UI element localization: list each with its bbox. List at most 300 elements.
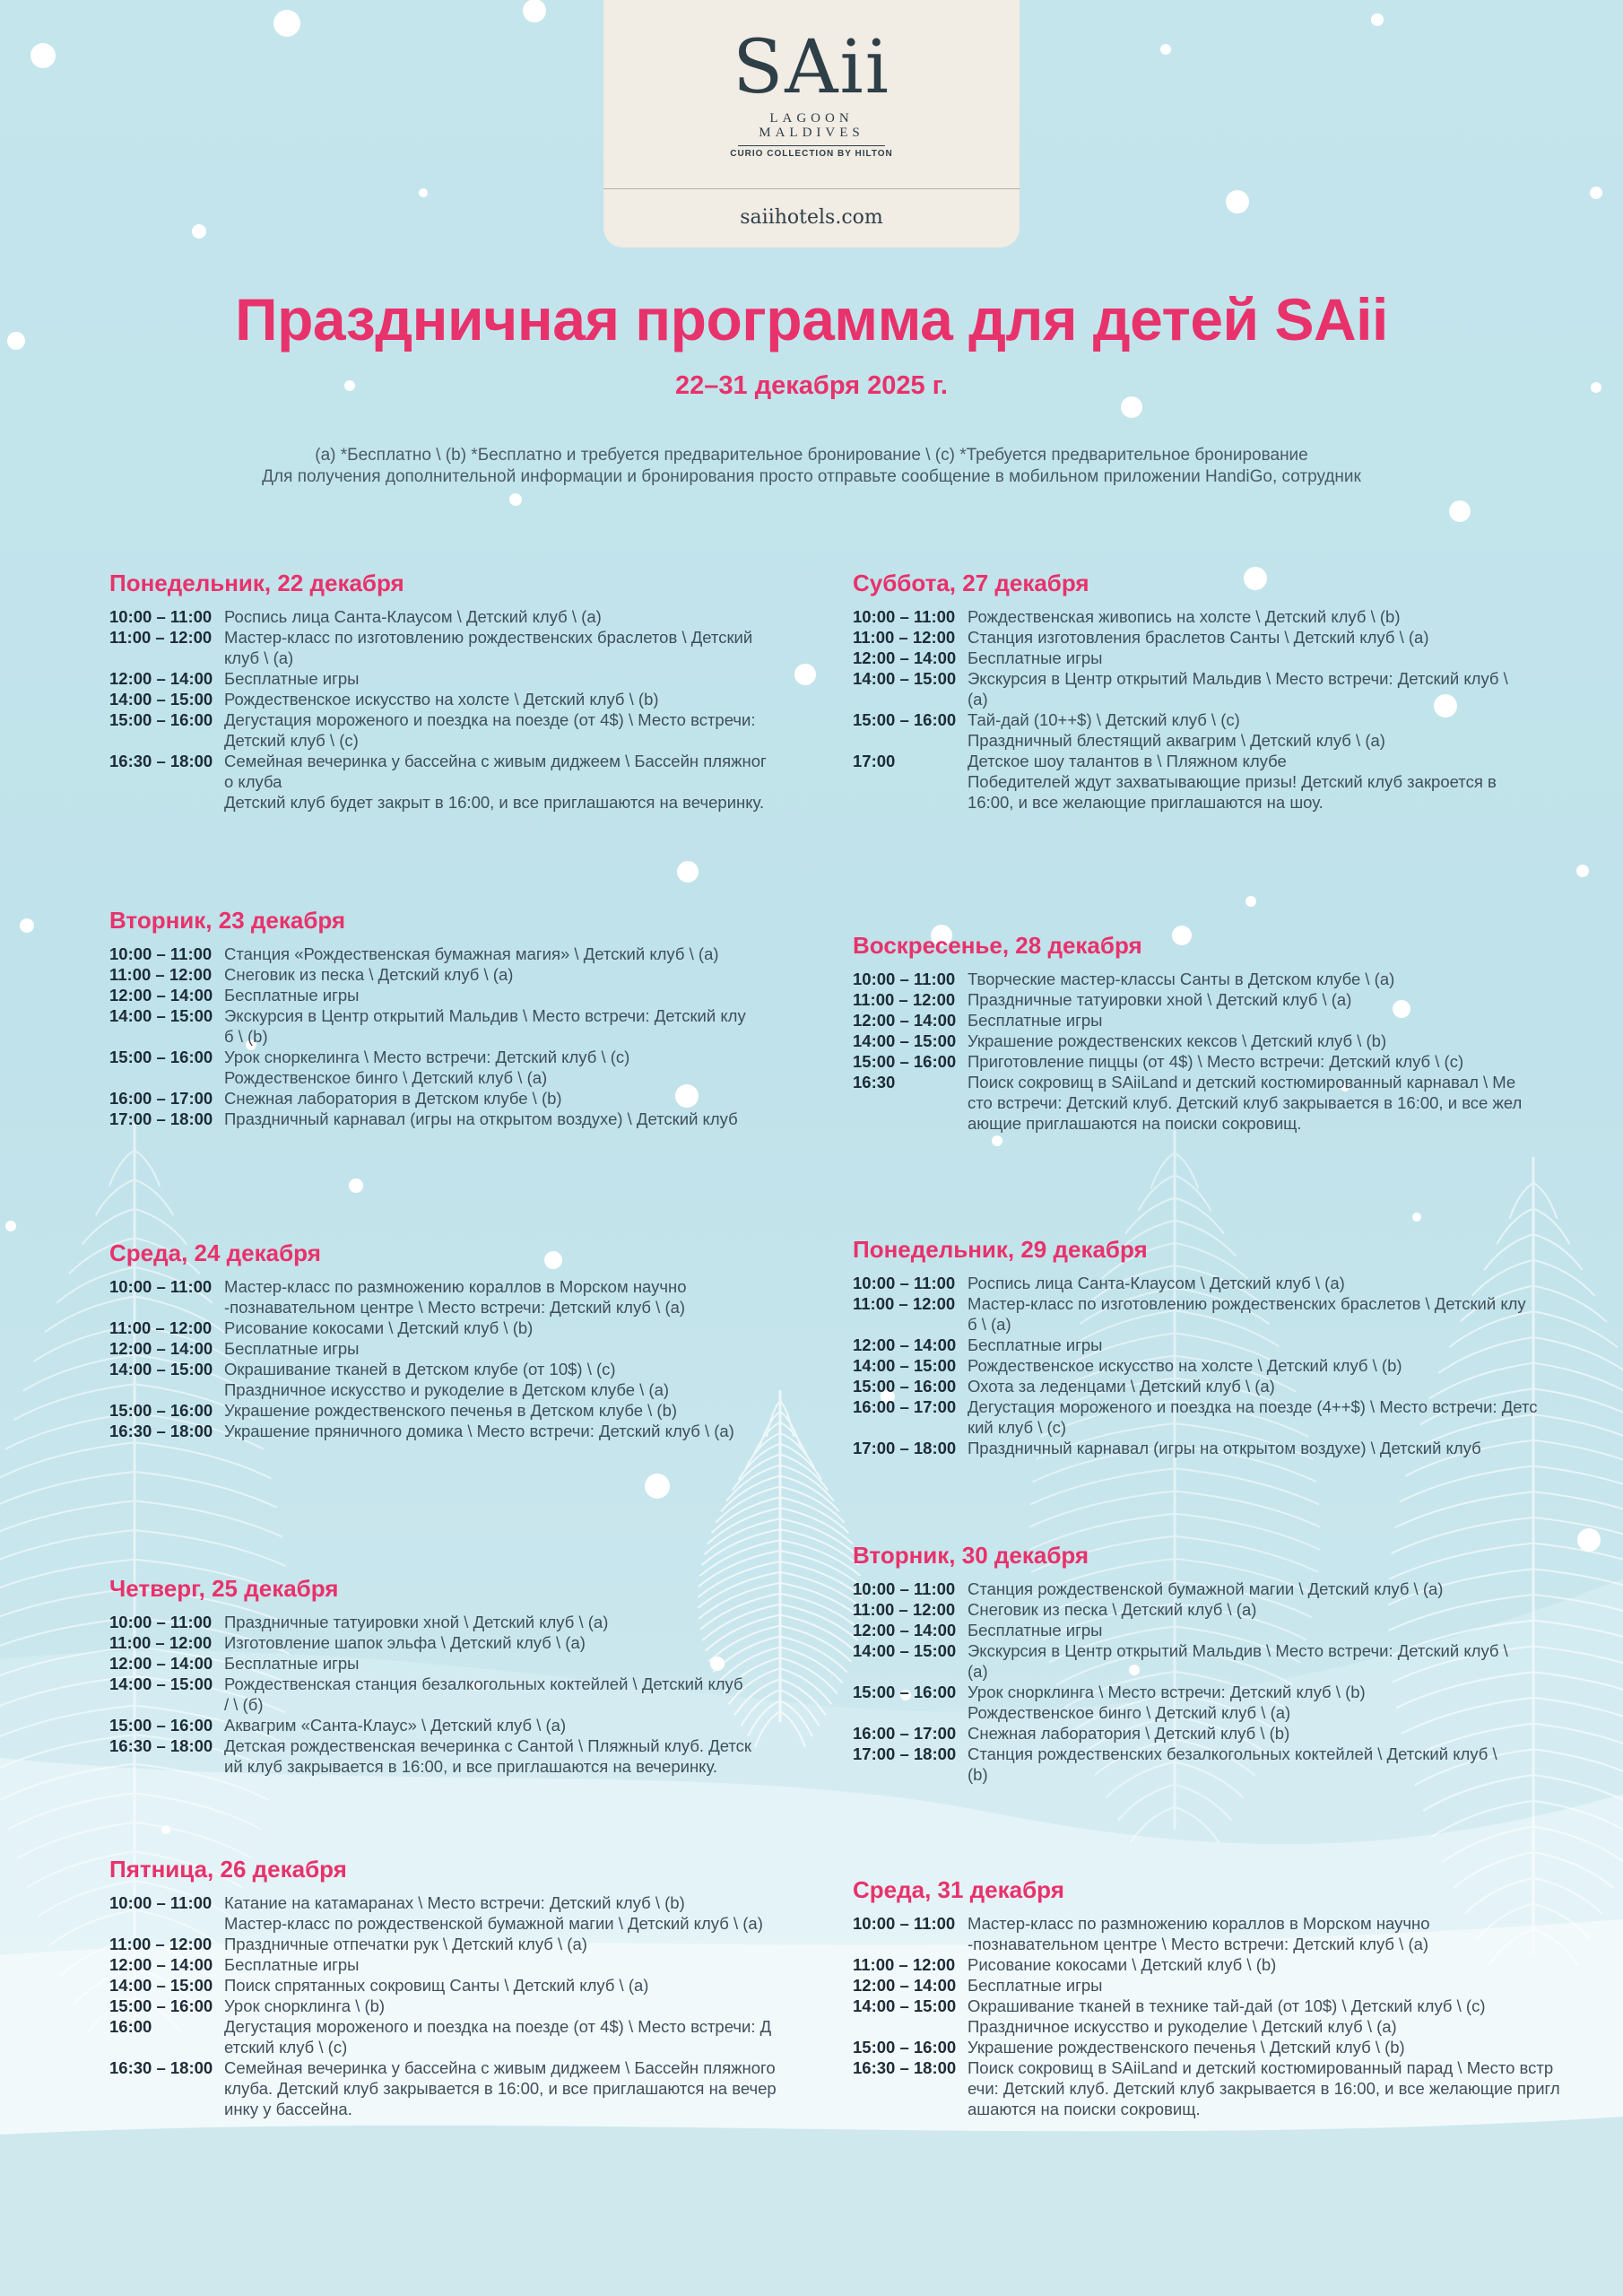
event-description xyxy=(224,1934,827,1954)
page-title: Праздничная программа для детей SAii xyxy=(235,286,1388,352)
snowflake xyxy=(1412,1213,1421,1222)
event-time: 10:00 – 11:00 xyxy=(109,607,213,626)
snowflake xyxy=(419,188,428,197)
event-row xyxy=(853,627,1570,648)
event-description xyxy=(224,689,827,709)
event-description-line: ающие приглашаются на поиски сокровищ. xyxy=(968,1114,1302,1133)
event-description-line: Праздничные отпечатки рук \ Детский клуб \ (a) xyxy=(224,1935,587,1953)
event-description-line: б \ (a) xyxy=(968,1315,1011,1334)
brand-location xyxy=(603,111,1020,140)
event-row xyxy=(853,668,1570,709)
event-time: 15:00 – 16:00 xyxy=(853,1052,957,1071)
event-row xyxy=(853,751,1570,813)
event-row xyxy=(109,1276,827,1318)
event-description-line: Праздничный блестящий аквагрим \ Детский клуб \ (a) xyxy=(968,731,1385,750)
event-row xyxy=(853,969,1570,989)
event-time: 15:00 – 16:00 xyxy=(109,1996,213,2015)
event-time: 15:00 – 16:00 xyxy=(853,2038,957,2057)
event-time: 11:00 – 12:00 xyxy=(109,965,213,984)
event-description-line: (b) xyxy=(968,1765,988,1784)
event-row xyxy=(853,1578,1570,1599)
event-description-line: Дегустация мороженого и поездка на поезде (от 4$) \ Место встречи: xyxy=(224,710,756,729)
event-description xyxy=(968,751,1570,813)
event-time: 16:30 xyxy=(853,1073,896,1091)
event-time: 16:30 – 18:00 xyxy=(109,2058,213,2077)
event-description xyxy=(224,1318,827,1338)
day-heading: Вторник, 23 декабря xyxy=(109,907,346,934)
event-row xyxy=(853,1355,1570,1376)
event-description xyxy=(224,1088,827,1109)
event-time: 12:00 – 14:00 xyxy=(853,1976,957,1995)
event-time: 15:00 – 16:00 xyxy=(109,1401,213,1420)
event-description xyxy=(968,648,1570,668)
event-description xyxy=(224,1975,827,1996)
event-row xyxy=(853,606,1570,627)
event-description-line: Бесплатные игры xyxy=(968,1011,1103,1030)
event-time: 12:00 – 14:00 xyxy=(109,986,213,1004)
day-schedule xyxy=(109,1239,827,1441)
event-description-line: инку у бассейна. xyxy=(224,2100,352,2118)
snowflake xyxy=(1226,190,1249,213)
event-description xyxy=(968,1640,1570,1682)
event-row xyxy=(109,985,827,1005)
snowflake xyxy=(1245,896,1256,907)
event-row xyxy=(109,964,827,985)
event-row xyxy=(853,1954,1570,1975)
event-description-line: Детская рождественская вечеринка с Сантой \ Пляжный клуб. Детск xyxy=(224,1736,752,1755)
event-time: 15:00 – 16:00 xyxy=(853,1683,957,1701)
event-description xyxy=(224,1612,827,1632)
event-description-line: Украшение пряничного домика \ Место встречи: Детский клуб \ (a) xyxy=(224,1422,734,1440)
event-row xyxy=(109,1892,827,1934)
event-description-line: Детское шоу талантов в \ Пляжном клубе xyxy=(968,752,1287,770)
event-time: 15:00 – 16:00 xyxy=(109,1048,213,1066)
event-description xyxy=(224,1109,827,1129)
event-description-line: Поиск сокровищ в SAiiLand и детский костюмированный карнавал \ Ме xyxy=(968,1073,1516,1091)
event-description xyxy=(224,985,827,1005)
event-row xyxy=(109,944,827,964)
day-schedule xyxy=(853,1235,1570,1458)
brand-location-line1: LAGOON xyxy=(769,111,854,126)
event-time: 14:00 – 15:00 xyxy=(853,669,957,688)
event-row xyxy=(853,1744,1570,1785)
event-description xyxy=(224,1400,827,1421)
event-description xyxy=(968,989,1570,1010)
event-time: 14:00 – 15:00 xyxy=(853,1031,957,1050)
event-description xyxy=(968,668,1570,709)
event-description-line: Дегустация мороженого и поездка на поезде (от 4$) \ Место встречи: Д xyxy=(224,2017,772,2036)
event-row xyxy=(853,1640,1570,1682)
event-time: 15:00 – 16:00 xyxy=(109,1716,213,1735)
event-row xyxy=(853,2037,1570,2057)
event-row xyxy=(109,1612,827,1632)
event-row xyxy=(853,1293,1570,1335)
event-time: 17:00 – 18:00 xyxy=(853,1744,957,1763)
event-description-line: Бесплатные игры xyxy=(968,1621,1103,1639)
event-description-line: Станция изготовления браслетов Санты \ Детский клуб \ (a) xyxy=(968,628,1429,647)
event-row xyxy=(109,1047,827,1088)
event-description-line: б \ (b) xyxy=(224,1027,268,1046)
snowflake xyxy=(677,861,699,883)
event-row xyxy=(853,648,1570,668)
event-time: 14:00 – 15:00 xyxy=(853,1641,957,1660)
day-heading: Среда, 24 декабря xyxy=(109,1239,321,1266)
event-description-line: Экскурсия в Центр открытий Мальдив \ Место встречи: Детский клуб \ xyxy=(968,669,1508,688)
event-description-line: Мастер-класс по изготовлению рождественских браслетов \ Детский клу xyxy=(968,1294,1526,1313)
event-description-line: Бесплатные игры xyxy=(224,669,360,688)
event-description-line: 16:00, и все желающие приглашаются на шоу. xyxy=(968,793,1324,812)
event-description-line: (a) xyxy=(968,1662,988,1681)
event-row xyxy=(109,1735,827,1777)
event-row xyxy=(853,1975,1570,1996)
event-description-line: Охота за леденцами \ Детский клуб \ (a) xyxy=(968,1377,1275,1396)
event-description xyxy=(968,1975,1570,1996)
event-description-line: Праздничные татуировки хной \ Детский клуб \ (a) xyxy=(224,1613,609,1631)
event-time: 11:00 – 12:00 xyxy=(109,1318,213,1337)
event-description-line: Семейная вечеринка у бассейна с живым диджеем \ Бассейн пляжног xyxy=(224,752,767,770)
day-heading: Четверг, 25 декабря xyxy=(109,1575,339,1602)
event-description-line: Праздничный карнавал (игры на открытом воздухе) \ Детский клуб xyxy=(968,1439,1481,1457)
event-description xyxy=(224,1421,827,1441)
snowflake xyxy=(1160,44,1171,55)
event-description-line: Урок снорклинга \ Место встречи: Детский клуб \ (b) xyxy=(968,1683,1366,1701)
event-time: 11:00 – 12:00 xyxy=(853,990,956,1009)
event-time: 12:00 – 14:00 xyxy=(853,1335,957,1354)
event-description-line: Дегустация мороженого и поездка на поезде (4++$) \ Место встречи: Детс xyxy=(968,1397,1538,1416)
event-time: 12:00 – 14:00 xyxy=(109,1654,213,1673)
date-range: 22–31 декабря 2025 г. xyxy=(675,371,948,400)
event-row xyxy=(109,1005,827,1047)
event-row xyxy=(109,1400,827,1421)
event-time: 17:00 xyxy=(853,752,896,770)
event-description xyxy=(968,1051,1570,1072)
snowflake xyxy=(273,10,300,37)
event-description xyxy=(968,1438,1570,1458)
brand-location-line2: MALDIVES xyxy=(759,126,864,140)
day-schedule xyxy=(853,931,1570,1134)
event-time: 15:00 – 16:00 xyxy=(109,710,213,729)
event-description-line: Бесплатные игры xyxy=(224,1955,360,1974)
event-row xyxy=(853,1273,1570,1293)
event-description xyxy=(968,1335,1570,1355)
event-description xyxy=(224,751,827,813)
event-description-line: етский клуб \ (c) xyxy=(224,2038,348,2057)
event-time: 14:00 – 15:00 xyxy=(853,1356,957,1375)
event-time: 14:00 – 15:00 xyxy=(109,690,213,709)
event-time: 10:00 – 11:00 xyxy=(109,944,213,963)
snowflake xyxy=(1576,865,1589,877)
event-description-line: Урок сноркелинга \ Место встречи: Детский клуб \ (c) xyxy=(224,1048,630,1066)
event-description-line: Бесплатные игры xyxy=(968,1976,1103,1995)
event-time: 10:00 – 11:00 xyxy=(853,1914,956,1933)
event-description-line: Рисование кокосами \ Детский клуб \ (b) xyxy=(224,1318,534,1337)
event-description-line: / \ (б) xyxy=(224,1695,264,1714)
event-time: 14:00 – 15:00 xyxy=(109,1674,213,1693)
event-description xyxy=(224,2016,827,2057)
event-row xyxy=(853,1682,1570,1723)
event-time: 10:00 – 11:00 xyxy=(109,1277,213,1296)
event-time: 17:00 – 18:00 xyxy=(109,1109,213,1128)
event-time: 16:00 – 17:00 xyxy=(853,1724,957,1743)
event-description-line: Мастер-класс по размножению кораллов в Морском научно xyxy=(224,1277,687,1296)
event-time: 10:00 – 11:00 xyxy=(853,607,956,626)
event-row xyxy=(109,2057,827,2119)
event-description-line: ий клуб закрывается в 16:00, и все приглашаются на вечеринку. xyxy=(224,1757,718,1776)
event-description-line: ечи: Детский клуб. Детский клуб закрывается в 16:00, и все желающие пригл xyxy=(968,2079,1560,2098)
event-time: 12:00 – 14:00 xyxy=(109,1339,213,1358)
event-description xyxy=(968,1355,1570,1376)
event-description xyxy=(224,1338,827,1359)
day-schedule xyxy=(109,569,827,813)
event-description-line: Экскурсия в Центр открытий Мальдив \ Место встречи: Детский клу xyxy=(224,1006,746,1025)
event-description xyxy=(224,627,827,668)
event-description-line: Бесплатные игры xyxy=(224,1339,360,1358)
event-time: 15:00 – 16:00 xyxy=(853,1377,957,1396)
event-row xyxy=(853,2057,1570,2119)
event-description xyxy=(968,2057,1570,2119)
booking-notes xyxy=(0,445,1623,488)
snowflake xyxy=(523,0,546,22)
event-description xyxy=(224,2057,827,2119)
event-time: 11:00 – 12:00 xyxy=(853,1294,956,1313)
event-description-line: Поиск спрятанных сокровищ Санты \ Детский клуб \ (a) xyxy=(224,1976,649,1995)
event-description-line: Станция рождественской бумажной магии \ Детский клуб \ (a) xyxy=(968,1579,1444,1598)
event-row xyxy=(109,1715,827,1735)
event-row xyxy=(109,689,827,709)
event-row xyxy=(109,627,827,668)
event-description xyxy=(224,1359,827,1400)
event-row xyxy=(853,1620,1570,1640)
event-time: 11:00 – 12:00 xyxy=(109,1633,213,1652)
event-description xyxy=(224,1674,827,1715)
event-description xyxy=(968,1913,1570,1954)
event-time: 16:00 – 17:00 xyxy=(853,1397,957,1416)
event-description-line: кий клуб \ (c) xyxy=(968,1418,1067,1437)
event-time: 12:00 – 14:00 xyxy=(853,1011,957,1030)
event-time: 10:00 – 11:00 xyxy=(853,970,956,988)
event-description xyxy=(968,1072,1570,1134)
event-description-line: Урок снорклинга \ (b) xyxy=(224,1996,386,2015)
event-time: 10:00 – 11:00 xyxy=(853,1274,956,1292)
event-description-line: Роспись лица Санта-Клаусом \ Детский клуб \ (a) xyxy=(224,607,602,626)
day-schedule xyxy=(853,1541,1570,1785)
event-description xyxy=(968,2037,1570,2057)
day-heading: Понедельник, 22 декабря xyxy=(109,570,404,596)
event-time: 15:00 – 16:00 xyxy=(853,710,957,729)
event-time: 16:30 – 18:00 xyxy=(109,1736,213,1755)
event-description-line: Снежная лаборатория \ Детский клуб \ (b) xyxy=(968,1724,1290,1743)
event-row xyxy=(109,606,827,627)
event-row xyxy=(109,1674,827,1715)
day-heading: Понедельник, 29 декабря xyxy=(853,1236,1148,1263)
day-heading: Суббота, 27 декабря xyxy=(853,570,1089,596)
event-row xyxy=(109,668,827,689)
event-row xyxy=(853,1438,1570,1458)
event-time: 11:00 – 12:00 xyxy=(109,1935,213,1953)
event-description xyxy=(968,1723,1570,1744)
event-row xyxy=(853,1376,1570,1396)
event-description-line: Детский клуб будет закрыт в 16:00, и все приглашаются на вечеринку. xyxy=(224,793,765,812)
event-row xyxy=(109,1996,827,2016)
logo-panel xyxy=(603,0,1020,248)
event-description-line: Бесплатные игры xyxy=(224,1654,360,1673)
event-row xyxy=(853,1051,1570,1072)
event-row xyxy=(109,1653,827,1674)
event-description-line: Окрашивание тканей в технике тай-дай (от 10$) \ Детский клуб \ (c) xyxy=(968,1996,1486,2015)
event-row xyxy=(109,1109,827,1129)
event-description-line: Рождественская станция безалкогольных коктейлей \ Детский клуб xyxy=(224,1674,743,1693)
event-description-line: Бесплатные игры xyxy=(224,986,360,1004)
event-description-line: Снеговик из песка \ Детский клуб \ (a) xyxy=(224,965,514,984)
snowflake xyxy=(509,493,522,506)
event-description xyxy=(968,1376,1570,1396)
event-description xyxy=(224,668,827,689)
legend-note: (a) *Бесплатно \ (b) *Бесплатно и требуется предварительное бронирование \ (c) *Требуется предварительное бронирование xyxy=(315,446,1308,465)
brand-collection: CURIO COLLECTION BY HILTON xyxy=(730,149,893,159)
day-schedule xyxy=(109,1574,827,1777)
event-time: 11:00 – 12:00 xyxy=(853,628,956,647)
event-description-line: Рождественское искусство на холсте \ Детский клуб \ (b) xyxy=(224,690,659,709)
snowflake xyxy=(20,918,34,933)
event-time: 12:00 – 14:00 xyxy=(109,669,213,688)
event-time: 12:00 – 14:00 xyxy=(109,1955,213,1974)
event-row xyxy=(109,1338,827,1359)
event-description xyxy=(968,1010,1570,1031)
event-row xyxy=(109,1632,827,1653)
event-description xyxy=(224,1047,827,1088)
event-row xyxy=(853,1031,1570,1051)
event-time: 16:00 – 17:00 xyxy=(109,1089,213,1108)
event-description-line: Экскурсия в Центр открытий Мальдив \ Место встречи: Детский клуб \ xyxy=(968,1641,1508,1660)
event-description-line: -познавательном центре \ Место встречи: Детский клуб \ (a) xyxy=(968,1935,1429,1953)
snowflake xyxy=(1590,187,1602,199)
day-heading: Вторник, 30 декабря xyxy=(853,1542,1089,1569)
event-time: 16:30 – 18:00 xyxy=(109,1422,213,1440)
event-description xyxy=(224,709,827,751)
event-time: 11:00 – 12:00 xyxy=(853,1600,956,1619)
event-description-line: Праздничные татуировки хной \ Детский клуб \ (a) xyxy=(968,990,1352,1009)
event-description xyxy=(968,1620,1570,1640)
event-row xyxy=(109,1318,827,1338)
day-heading: Воскресенье, 28 декабря xyxy=(853,932,1142,959)
event-description xyxy=(224,1996,827,2016)
event-time: 10:00 – 11:00 xyxy=(109,1893,213,1912)
event-description xyxy=(968,606,1570,627)
event-description-line: о клуба xyxy=(224,772,282,791)
event-row xyxy=(109,2016,827,2057)
event-description xyxy=(968,709,1570,751)
snowflake xyxy=(1371,13,1384,26)
event-description-line: Рождественское искусство на холсте \ Детский клуб \ (b) xyxy=(968,1356,1402,1375)
event-description-line: Рождественская живопись на холсте \ Детский клуб \ (b) xyxy=(968,607,1401,626)
event-row xyxy=(853,1396,1570,1438)
event-description xyxy=(968,1031,1570,1051)
day-schedule xyxy=(853,1875,1570,2119)
event-description-line: Победителей ждут захватывающие призы! Детский клуб закроется в xyxy=(968,772,1497,791)
event-time: 11:00 – 12:00 xyxy=(109,628,213,647)
event-row xyxy=(109,709,827,751)
event-description xyxy=(224,1632,827,1653)
event-row xyxy=(109,1359,827,1400)
event-description-line: Мастер-класс по изготовлению рождественских браслетов \ Детский xyxy=(224,628,753,647)
event-description-line: Станция рождественских безалкогольных коктейлей \ Детский клуб \ xyxy=(968,1744,1497,1763)
event-description xyxy=(968,1996,1570,2037)
event-description-line: Рождественское бинго \ Детский клуб \ (a) xyxy=(224,1068,548,1087)
event-description-line: Мастер-класс по рождественской бумажной магии \ Детский клуб \ (a) xyxy=(224,1914,763,1933)
event-description-line: Семейная вечеринка у бассейна с живым диджеем \ Бассейн пляжного xyxy=(224,2058,776,2077)
event-description-line: Бесплатные игры xyxy=(968,1335,1103,1354)
event-row xyxy=(853,709,1570,751)
event-time: 10:00 – 11:00 xyxy=(109,1613,213,1631)
day-schedule xyxy=(109,1855,827,2119)
event-time: 10:00 – 11:00 xyxy=(853,1579,956,1598)
event-description-line: Детский клуб \ (c) xyxy=(224,731,359,750)
event-time: 16:30 – 18:00 xyxy=(109,752,213,770)
event-time: 11:00 – 12:00 xyxy=(853,1955,956,1974)
event-description-line: ашаются на поиски сокровищ. xyxy=(968,2100,1201,2118)
event-time: 16:00 xyxy=(109,2017,152,2036)
event-description-line: Изготовление шапок эльфа \ Детский клуб \ (a) xyxy=(224,1633,586,1652)
event-description-line: Украшение рождественского печенья \ Детский клуб \ (b) xyxy=(968,2038,1405,2057)
event-row xyxy=(853,1913,1570,1954)
event-time: 14:00 – 15:00 xyxy=(109,1360,213,1378)
snowflake xyxy=(161,1825,170,1834)
snowflake xyxy=(192,224,206,239)
website-url[interactable]: saiihotels.com xyxy=(740,206,883,229)
event-description-line: Станция «Рождественская бумажная магия» \ Детский клуб \ (a) xyxy=(224,944,719,963)
event-description xyxy=(224,1276,827,1318)
contact-note: Для получения дополнительной информации и бронирования просто отправьте сообщение в мобильном приложении HandiGo, сотрудник xyxy=(262,467,1361,486)
event-description xyxy=(968,1293,1570,1335)
event-row xyxy=(853,1996,1570,2037)
event-row xyxy=(853,989,1570,1010)
event-description-line: Украшение рождественских кексов \ Детский клуб \ (b) xyxy=(968,1031,1387,1050)
event-description-line: Украшение рождественского печенья в Детском клубе \ (b) xyxy=(224,1401,678,1420)
event-description-line: -познавательном центре \ Место встречи: Детский клуб \ (a) xyxy=(224,1298,686,1317)
event-row xyxy=(109,1421,827,1441)
event-row xyxy=(109,751,827,813)
event-description xyxy=(968,969,1570,989)
snowflake xyxy=(5,1221,16,1231)
event-row xyxy=(853,1072,1570,1134)
logo-divider xyxy=(603,188,1020,189)
event-description xyxy=(224,1005,827,1047)
event-description xyxy=(224,1954,827,1975)
event-description-line: Окрашивание тканей в Детском клубе (от 10$) \ (c) xyxy=(224,1360,616,1378)
day-schedule xyxy=(853,569,1570,813)
event-row xyxy=(853,1599,1570,1620)
event-row xyxy=(853,1335,1570,1355)
event-description-line: Праздничный карнавал (игры на открытом воздухе) \ Детский клуб xyxy=(224,1109,738,1128)
event-description-line: Приготовление пиццы (от 4$) \ Место встречи: Детский клуб \ (c) xyxy=(968,1052,1464,1071)
event-description xyxy=(968,1599,1570,1620)
event-description xyxy=(968,1396,1570,1438)
day-heading: Пятница, 26 декабря xyxy=(109,1856,347,1883)
event-description-line: клуба. Детский клуб закрывается в 16:00, и все приглашаются на вечер xyxy=(224,2079,777,2098)
event-description-line: сто встречи: Детский клуб. Детский клуб закрывается в 16:00, и все жел xyxy=(968,1093,1523,1112)
snowflake xyxy=(1449,500,1471,522)
event-description xyxy=(224,606,827,627)
event-time: 12:00 – 14:00 xyxy=(853,648,957,667)
event-row xyxy=(109,1934,827,1954)
snowflake xyxy=(349,1178,363,1193)
event-description-line: Снеговик из песка \ Детский клуб \ (a) xyxy=(968,1600,1257,1619)
event-description-line: Снежная лаборатория в Детском клубе \ (b) xyxy=(224,1089,562,1108)
event-description xyxy=(224,1892,827,1934)
event-description-line: Праздничное искусство и рукоделие \ Детский клуб \ (a) xyxy=(968,2017,1397,2036)
event-description xyxy=(224,1735,827,1777)
event-row xyxy=(109,1088,827,1109)
